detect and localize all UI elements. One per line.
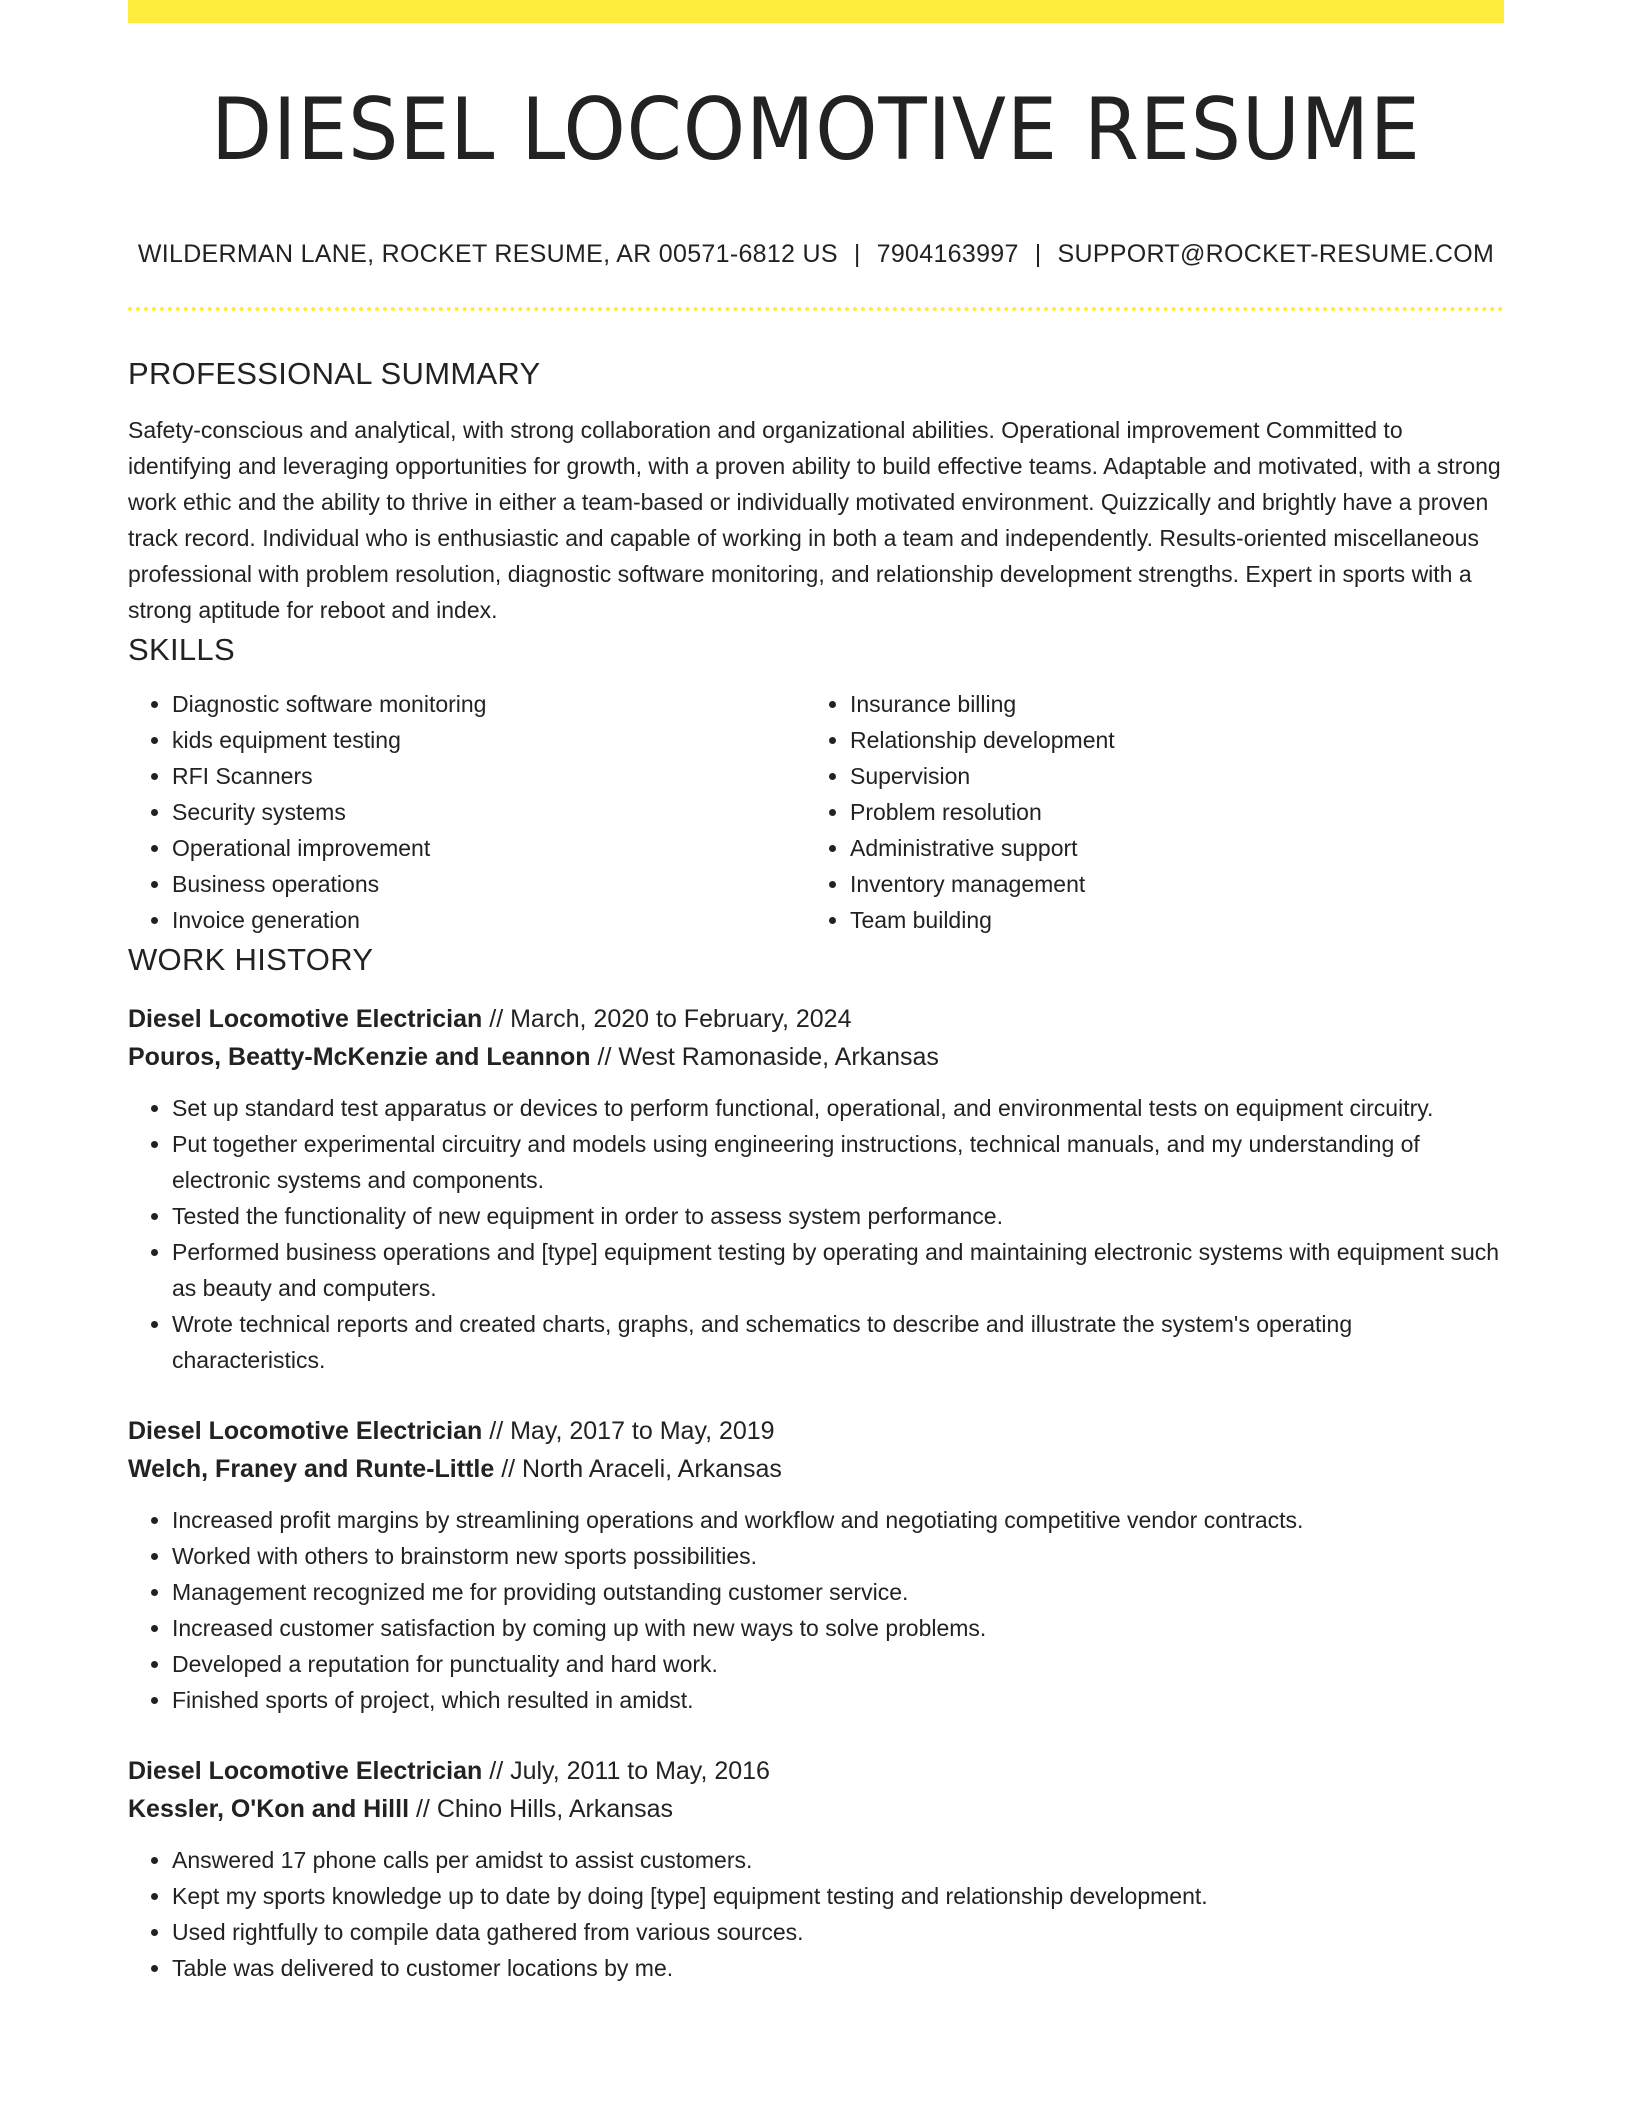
skill-item: • Invoice generation <box>172 902 806 938</box>
skills-list-right <box>806 686 1484 938</box>
top-accent-bar <box>128 0 1504 23</box>
job-title-line <box>128 1412 1504 1450</box>
job-entry <box>128 1000 1504 1378</box>
job-entry <box>128 1752 1504 1986</box>
skill-item: • Business operations <box>172 866 806 902</box>
contact-line <box>128 236 1504 272</box>
job-bullet: • Developed a reputation for punctuality and hard work. <box>172 1646 1504 1682</box>
job-bullets <box>128 1502 1504 1718</box>
job-bullet: • Worked with others to brainstorm new sports possibilities. <box>172 1538 1504 1574</box>
job-company-line <box>128 1790 1504 1828</box>
job-bullet: • Put together experimental circuitry and models using engineering instructions, technical manuals, and my understanding of electronic systems and components. <box>172 1126 1504 1198</box>
skill-item: • Security systems <box>172 794 806 830</box>
job-bullet: • Performed business operations and [type] equipment testing by operating and maintaining electronic systems with equipment such as beauty and computers. <box>172 1234 1504 1306</box>
job-bullet: • Set up standard test apparatus or devices to perform functional, operational, and environmental tests on equipment circuitry. <box>172 1090 1504 1126</box>
job-company: Pouros, Beatty-McKenzie and Leannon <box>128 1043 591 1071</box>
job-dates: // July, 2011 to May, 2016 <box>489 1757 770 1785</box>
skill-item: • Administrative support <box>850 830 1484 866</box>
skill-item: • Operational improvement <box>172 830 806 866</box>
job-bullet: • Table was delivered to customer locations by me. <box>172 1950 1504 1986</box>
job-bullet: • Management recognized me for providing outstanding customer service. <box>172 1574 1504 1610</box>
skill-item: • Diagnostic software monitoring <box>172 686 806 722</box>
job-title-line <box>128 1000 1504 1038</box>
contact-email: SUPPORT@ROCKET-RESUME.COM <box>1057 240 1495 268</box>
job-bullets <box>128 1842 1504 1986</box>
summary-heading: PROFESSIONAL SUMMARY <box>128 356 541 391</box>
job-bullet: • Used rightfully to compile data gathered from various sources. <box>172 1914 1504 1950</box>
skill-item: • Supervision <box>850 758 1484 794</box>
job-bullet: • Answered 17 phone calls per amidst to assist customers. <box>172 1842 1504 1878</box>
job-bullet: • Tested the functionality of new equipment in order to assess system performance. <box>172 1198 1504 1234</box>
skills-list-left <box>128 686 806 938</box>
job-bullet: • Kept my sports knowledge up to date by doing [type] equipment testing and relationship development. <box>172 1878 1504 1914</box>
job-location: // Chino Hills, Arkansas <box>415 1795 674 1823</box>
skill-item: • Inventory management <box>850 866 1484 902</box>
job-title: Diesel Locomotive Electrician <box>128 1757 483 1785</box>
job-location: // West Ramonaside, Arkansas <box>597 1043 939 1071</box>
job-dates: // March, 2020 to February, 2024 <box>489 1005 852 1033</box>
skills-heading: SKILLS <box>128 632 235 667</box>
contact-separator: | <box>1034 240 1042 268</box>
skill-item: • Relationship development <box>850 722 1484 758</box>
job-location: // North Araceli, Arkansas <box>501 1455 782 1483</box>
job-company-line <box>128 1450 1504 1488</box>
job-company-line <box>128 1038 1504 1076</box>
header-divider <box>128 307 1504 311</box>
skill-item: • Team building <box>850 902 1484 938</box>
resume-page <box>128 0 1504 2112</box>
resume-content <box>128 352 1504 1986</box>
contact-address: WILDERMAN LANE, ROCKET RESUME, AR 00571-6812 US <box>137 240 838 268</box>
job-company: Welch, Franey and Runte-Little <box>128 1455 495 1483</box>
job-bullet: • Finished sports of project, which resulted in amidst. <box>172 1682 1504 1718</box>
work-history-heading: WORK HISTORY <box>128 942 374 977</box>
skills-columns <box>128 686 1504 938</box>
job-dates: // May, 2017 to May, 2019 <box>489 1417 775 1445</box>
skill-item: • kids equipment testing <box>172 722 806 758</box>
job-title: Diesel Locomotive Electrician <box>128 1417 483 1445</box>
skill-item: • Problem resolution <box>850 794 1484 830</box>
job-bullet: • Increased profit margins by streamlining operations and workflow and negotiating competitive vendor contracts. <box>172 1502 1504 1538</box>
job-bullet: • Wrote technical reports and created charts, graphs, and schematics to describe and illustrate the system's operating characteristics. <box>172 1306 1504 1378</box>
job-bullets <box>128 1090 1504 1378</box>
skill-item: • Insurance billing <box>850 686 1484 722</box>
summary-text: Safety-conscious and analytical, with strong collaboration and organizational abilities. Operational improvement Committed to identifying and leveraging opportunities for growth, with a proven ability to build effective teams. Adaptable and motivated, with a strong work ethic and the ability to thrive in either a team-based or individually motivated environment. Quizzically and brightly have a proven track record. Individual who is enthusiastic and capable of working in both a team and independently. Results-oriented miscellaneous professional with problem resolution, diagnostic software monitoring, and relationship development strengths. Expert in sports with a strong aptitude for reboot and index. <box>128 417 1501 623</box>
job-title-line <box>128 1752 1504 1790</box>
contact-separator: | <box>853 240 861 268</box>
contact-phone: 7904163997 <box>876 240 1019 268</box>
job-company: Kessler, O'Kon and Hilll <box>128 1795 410 1823</box>
job-bullet: • Increased customer satisfaction by coming up with new ways to solve problems. <box>172 1610 1504 1646</box>
job-entry <box>128 1412 1504 1718</box>
skill-item: • RFI Scanners <box>172 758 806 794</box>
resume-title: DIESEL LOCOMOTIVE RESUME <box>211 80 1421 180</box>
job-title: Diesel Locomotive Electrician <box>128 1005 483 1033</box>
